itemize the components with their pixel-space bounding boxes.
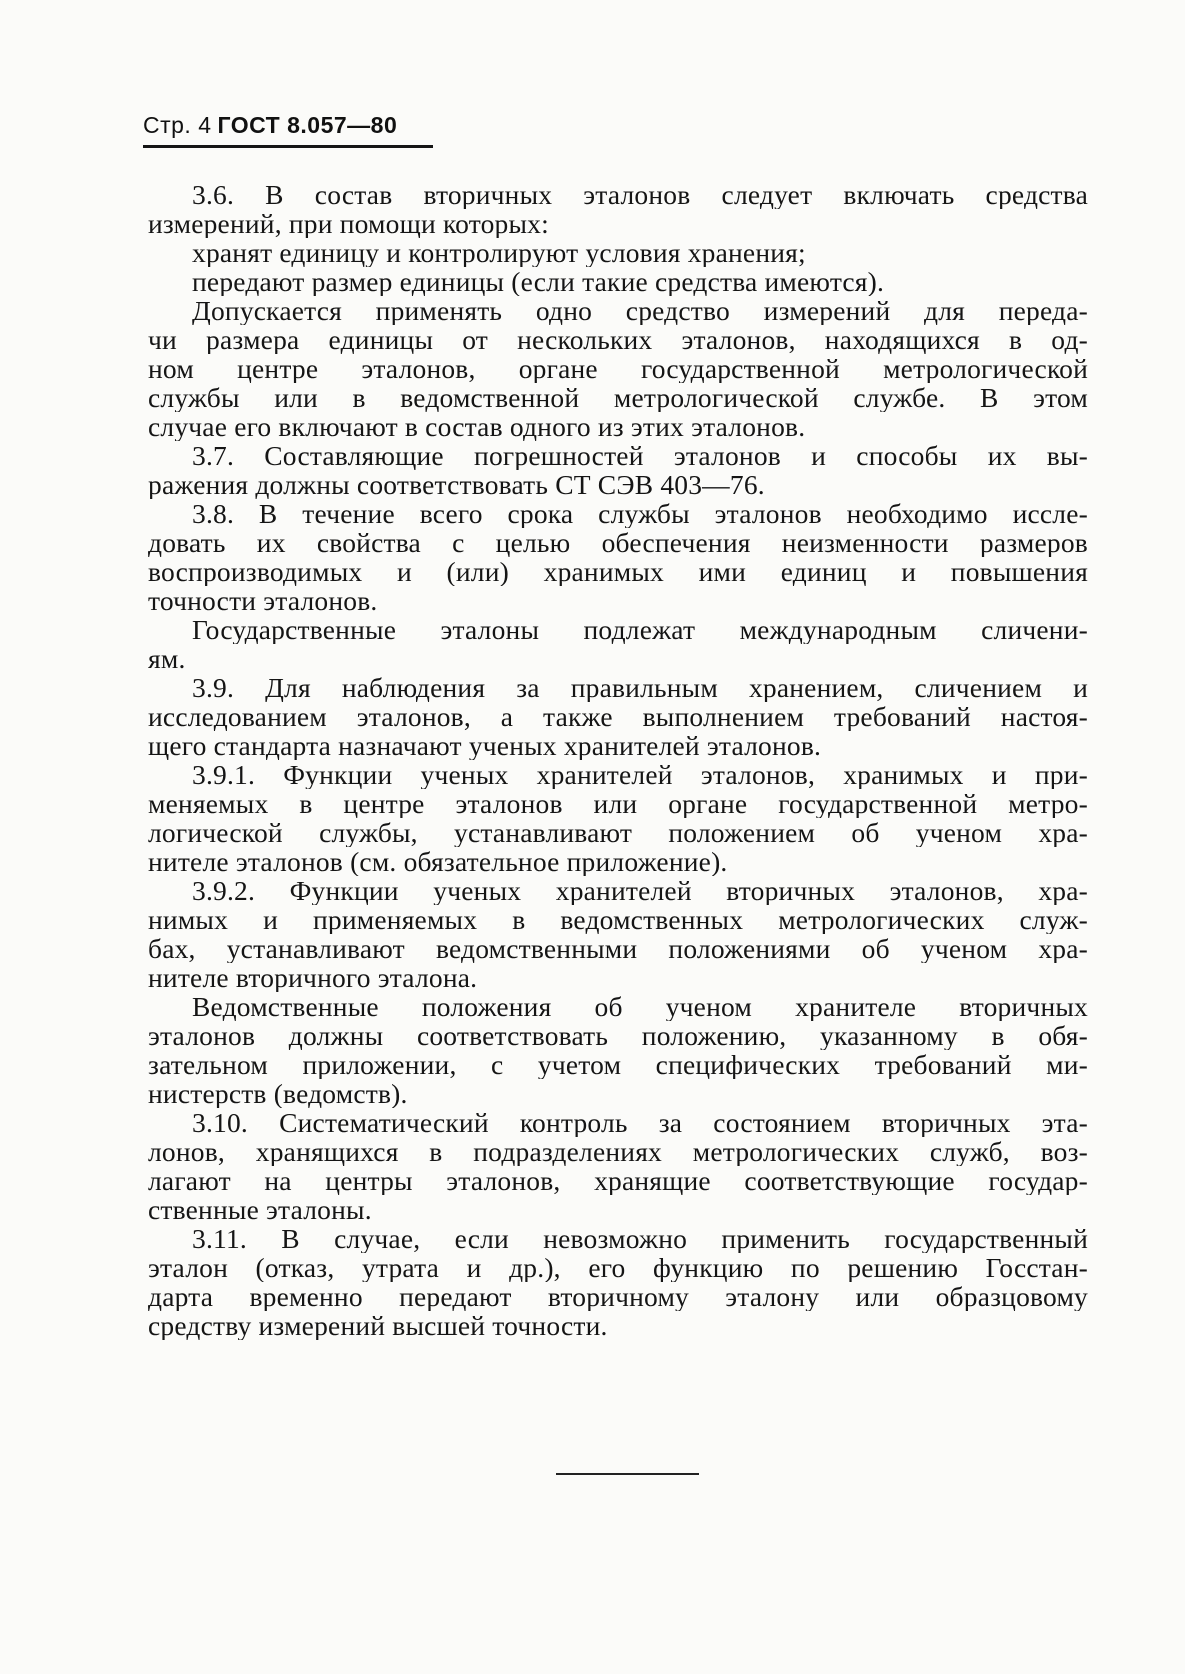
text-line: 3.9. Для наблюдения за правильным хранением, сличением и (192, 673, 1088, 702)
text-line: воспроизводимых и (или) хранимых ими единиц и повышения (148, 557, 1088, 586)
header-rule (143, 145, 433, 148)
page-header (143, 112, 397, 138)
text-line: нителе вторичного эталона. (148, 963, 478, 992)
text-line: зательном приложении, с учетом специфических требований ми- (148, 1050, 1088, 1079)
text-line: чи размера единицы от нескольких эталонов, находящихся в од- (148, 325, 1088, 354)
standard-designation: ГОСТ 8.057—80 (217, 112, 398, 138)
text-line: точности эталонов. (148, 586, 378, 615)
text-line: лагают на центры эталонов, хранящие соответствующие государ- (148, 1166, 1088, 1195)
text-line: Ведомственные положения об ученом хранителе вторичных (192, 992, 1088, 1021)
text-line: бах, устанавливают ведомственными положениями об ученом хра- (148, 934, 1088, 963)
document-body (148, 180, 1088, 1340)
text-line: службы или в ведомственной метрологической службе. В этом (148, 383, 1088, 412)
text-line: эталонов должны соответствовать положению, указанному в обя- (148, 1021, 1088, 1050)
text-line: ственные эталоны. (148, 1195, 372, 1224)
text-line: средству измерений высшей точности. (148, 1311, 608, 1340)
end-rule (556, 1473, 699, 1475)
text-line: дарта временно передают вторичному эталону или образцовому (148, 1282, 1088, 1311)
text-line: 3.9.2. Функции ученых хранителей вторичных эталонов, хра- (192, 876, 1088, 905)
text-line: случае его включают в состав одного из этих эталонов. (148, 412, 806, 441)
text-line: логической службы, устанавливают положением об ученом хра- (148, 818, 1088, 847)
text-line: нителе эталонов (см. обязательное приложение). (148, 847, 728, 876)
text-line: 3.6. В состав вторичных эталонов следует включать средства (192, 180, 1088, 209)
text-line: ном центре эталонов, органе государственной метрологической (148, 354, 1088, 383)
text-line: щего стандарта назначают ученых хранителей эталонов. (148, 731, 822, 760)
text-line: 3.8. В течение всего срока службы эталонов необходимо иссле- (192, 499, 1088, 528)
text-line: измерений, при помощи которых: (148, 209, 549, 238)
text-line: нимых и применяемых в ведомственных метрологических служ- (148, 905, 1088, 934)
text-line: Государственные эталоны подлежат международным сличени- (192, 615, 1088, 644)
text-line: Допускается применять одно средство измерений для переда- (192, 296, 1088, 325)
text-line: меняемых в центре эталонов или органе государственной метро- (148, 789, 1088, 818)
text-line: передают размер единицы (если такие средства имеются). (192, 267, 885, 296)
text-line: лонов, хранящихся в подразделениях метрологических служб, воз- (148, 1137, 1088, 1166)
text-line: 3.10. Систематический контроль за состоянием вторичных эта- (192, 1108, 1088, 1137)
text-line: ям. (148, 644, 186, 673)
text-line: довать их свойства с целью обеспечения неизменности размеров (148, 528, 1088, 557)
text-line: хранят единицу и контролируют условия хранения; (192, 238, 806, 267)
text-line: 3.11. В случае, если невозможно применить государственный (192, 1224, 1088, 1253)
page-number: Стр. 4 (143, 112, 212, 138)
text-line: ражения должны соответствовать СТ СЭВ 403—76. (148, 470, 765, 499)
text-line: исследованием эталонов, а также выполнением требований настоя- (148, 702, 1088, 731)
text-line: 3.7. Составляющие погрешностей эталонов и способы их вы- (192, 441, 1088, 470)
text-line: эталон (отказ, утрата и др.), его функцию по решению Госстан- (148, 1253, 1088, 1282)
text-line: 3.9.1. Функции ученых хранителей эталонов, хранимых и при- (192, 760, 1088, 789)
text-line: нистерств (ведомств). (148, 1079, 408, 1108)
